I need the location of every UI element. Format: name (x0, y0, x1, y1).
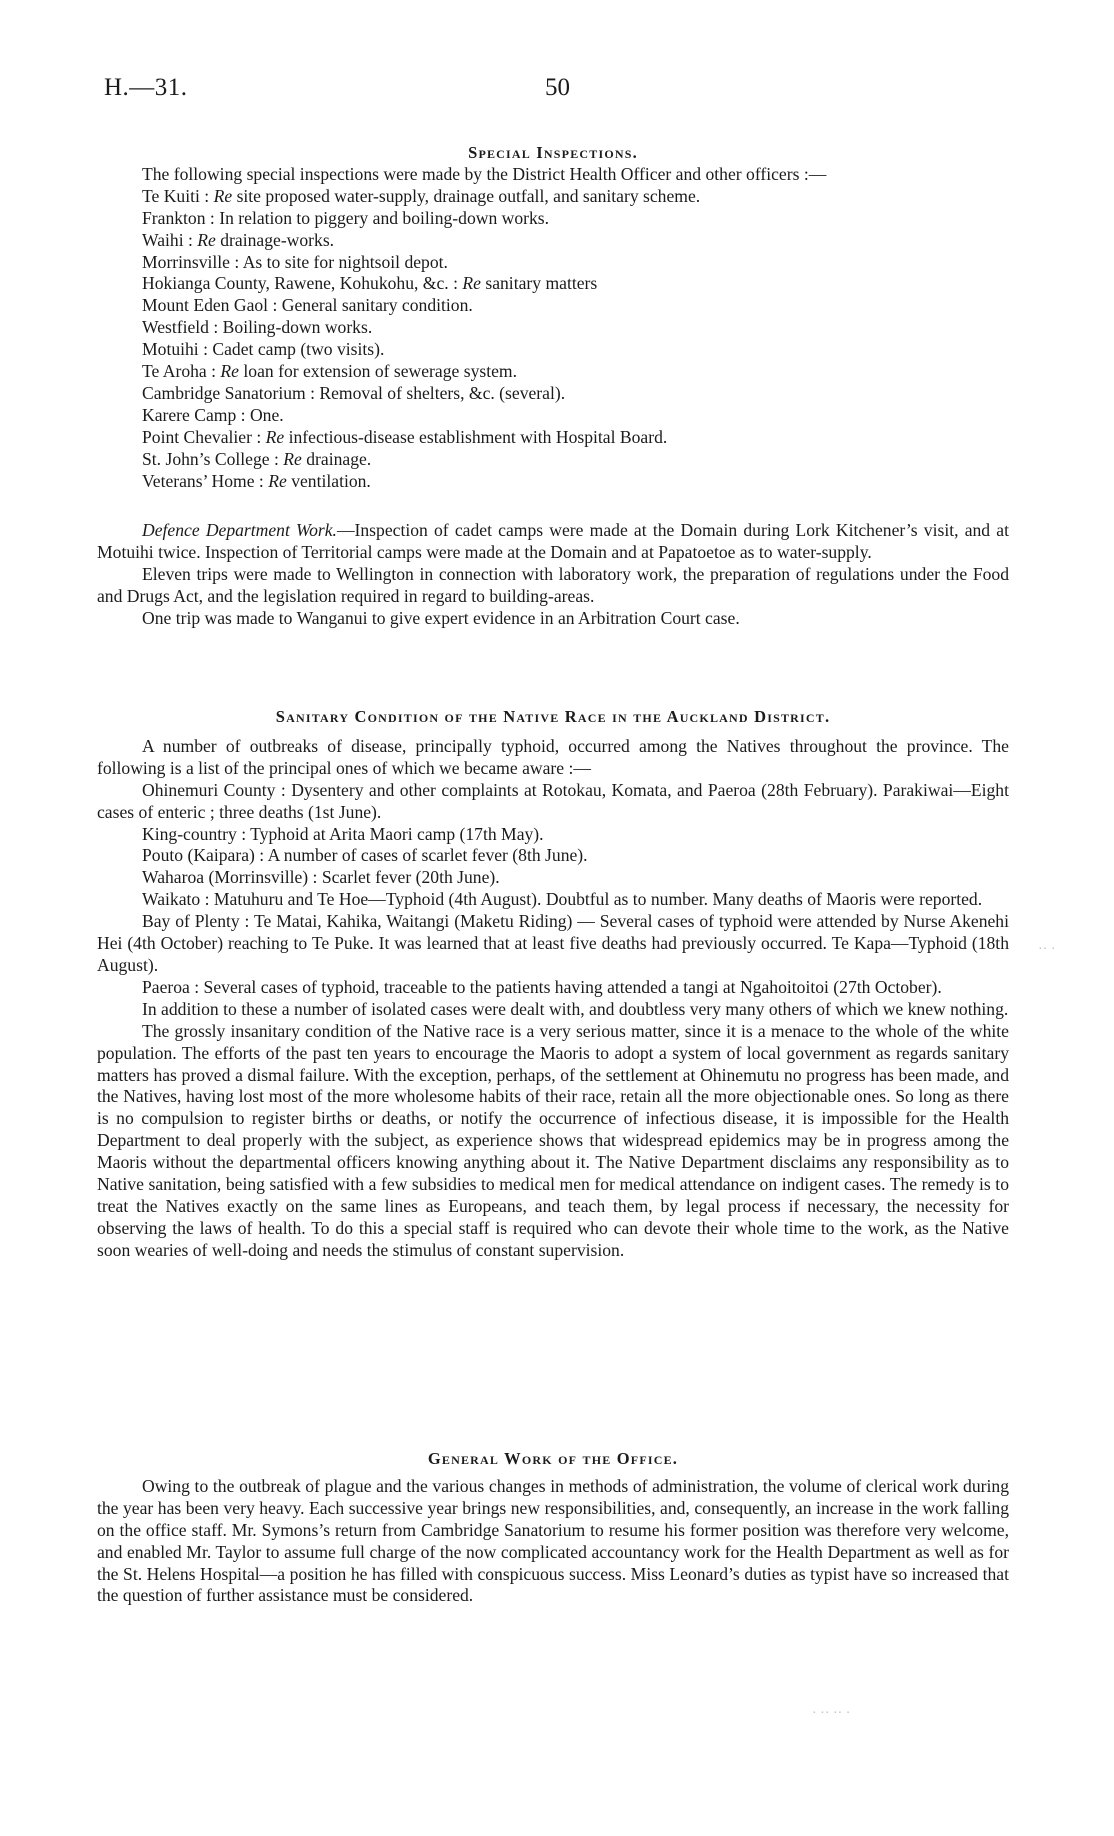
inspection-entry: Cambridge Sanatorium : Removal of shelters, &c. (several). (142, 382, 566, 403)
inspection-entry: Morrinsville : As to site for nightsoil depot. (142, 251, 448, 272)
inspection-entry: Point Chevalier : Re infectious-disease establishment with Hospital Board. (142, 426, 668, 447)
paragraph: Paeroa : Several cases of typhoid, traceable to the patients having attended a tangi at Ngahoitoitoi (27th October). (142, 976, 942, 997)
defence-work-section (97, 520, 1009, 630)
document-reference: H.—31. (104, 74, 188, 101)
wellington-trips-paragraph: Eleven trips were made to Wellington in connection with laboratory work, the preparation of regulations under the Food and Drugs Act, and the legislation required in regard to building-areas. (97, 563, 1009, 606)
page-number: 50 (545, 74, 570, 101)
special-inspections-heading: Special Inspections. (468, 143, 638, 162)
paragraph: Waikato : Matuhuru and Te Hoe—Typhoid (4th August). Doubtful as to number. Many deaths of Maoris were reported. (142, 889, 983, 910)
paragraph: Pouto (Kaipara) : A number of cases of scarlet fever (8th June). (142, 845, 588, 866)
margin-mark: ·· · (1038, 942, 1056, 957)
inspection-entry: Motuihi : Cadet camp (two visits). (142, 339, 385, 360)
inspection-entry: Karere Camp : One. (142, 404, 284, 425)
inspection-entry: Veterans’ Home : Re ventilation. (142, 470, 371, 491)
general-work-paragraph: Owing to the outbreak of plague and the various changes in methods of administration, the volume of clerical work during the year has been very heavy. Each successive year brings new responsibilities, and, consequently, an increase in the work falling on the office staff. Mr. Symons’s return from Cambridge Sanatorium to resume his former position was therefore very welcome, and enabled Mr. Taylor to assume full charge of the now complicated accountancy work for the Health Department as well as for the St. Helens Hospital—a position he has filled with conspicuous success. Miss Leonard’s duties as typist have so increased that the question of further assistance must be considered. (97, 1475, 1009, 1606)
inspection-entry: Waihi : Re drainage-works. (142, 229, 335, 250)
inspection-entry: St. John’s College : Re drainage. (142, 448, 372, 469)
defence-work-paragraph: Defence Department Work.—Inspection of cadet camps were made at the Domain during Lork Kitchener’s visit, and at Motuihi twice. Inspection of Territorial camps were made at the Domain and at Papatoetoe as to water-supply. (97, 520, 1009, 562)
defence-work-title: Defence Department Work. (142, 520, 337, 540)
paragraph: A number of outbreaks of disease, principally typhoid, occurred among the Natives throughout the province. The following is a list of the principal ones of which we became aware :— (97, 735, 1009, 778)
native-race-heading: Sanitary Condition of the Native Race in the Auckland District. (275, 707, 831, 726)
scan-speck: · ·· ·· · (812, 1706, 851, 1721)
native-race-section (97, 706, 1009, 1262)
general-work-section (97, 1448, 1009, 1607)
inspection-entry: Te Aroha : Re loan for extension of sewerage system. (142, 361, 517, 382)
inspection-entry: Hokianga County, Rawene, Kohukohu, &c. : Re sanitary matters (142, 273, 598, 294)
paragraph: Waharoa (Morrinsville) : Scarlet fever (20th June). (142, 867, 500, 888)
paragraph: Bay of Plenty : Te Matai, Kahika, Waitangi (Maketu Riding) — Several cases of typhoid were attended by Nurse Akenehi Hei (4th October) reaching to Te Puke. It was learned that at least five deaths had previously occurred. Te Kapa—Typhoid (18th August). (97, 911, 1009, 975)
inspection-entry: Westfield : Boiling-down works. (142, 317, 373, 338)
paragraph: King-country : Typhoid at Arita Maori camp (17th May). (142, 823, 544, 844)
inspection-entry: Mount Eden Gaol : General sanitary condition. (142, 295, 473, 316)
wanganui-trip-paragraph: One trip was made to Wanganui to give expert evidence in an Arbitration Court case. (142, 607, 740, 628)
inspection-entry: Te Kuiti : Re site proposed water-supply, drainage outfall, and sanitary scheme. (142, 185, 701, 206)
inspection-entry: Frankton : In relation to piggery and boiling-down works. (142, 207, 550, 228)
paragraph: The grossly insanitary condition of the Native race is a very serious matter, since it is a menace to the whole of the white population. The efforts of the past ten years to encourage the Maoris to adopt a system of local government as regards sanitary matters has proved a dismal failure. With the exception, perhaps, of the settlement at Ohinemutu no progress has been made, and the Natives, having lost most of the more wholesome habits of their race, retain all the more objectionable ones. So long as there is no compulsion to register births or deaths, or notify the occurrence of infectious disease, it is impossible for the Health Department to deal properly with the subject, as experience shows that widespread epidemics may be in progress among the Maoris without the departmental officers knowing anything about it. The Native Department disclaims any responsibility as to Native sanitation, being satisfied with a few subsidies to medical men for medical attendance on indigent cases. The remedy is to treat the Natives exactly on the same lines as Europeans, and teach them, by legal process if necessary, the necessity for observing the laws of health. To do this a special staff is required who can devote their whole time to the work, as the Native soon wearies of well-doing and needs the stimulus of constant supervision. (97, 1020, 1009, 1260)
special-inspections-intro: The following special inspections were made by the District Health Officer and other officers :— (142, 163, 827, 184)
general-work-heading: General Work of the Office. (427, 1449, 679, 1468)
paragraph: Ohinemuri County : Dysentery and other complaints at Rotokau, Komata, and Paeroa (28th February). Parakiwai—Eight cases of enteric ; three deaths (1st June). (97, 779, 1009, 822)
paragraph: In addition to these a number of isolated cases were dealt with, and doubtless very many others of which we knew nothing. (142, 998, 1009, 1019)
special-inspections-section (97, 142, 1009, 493)
inspection-list (97, 186, 1009, 493)
